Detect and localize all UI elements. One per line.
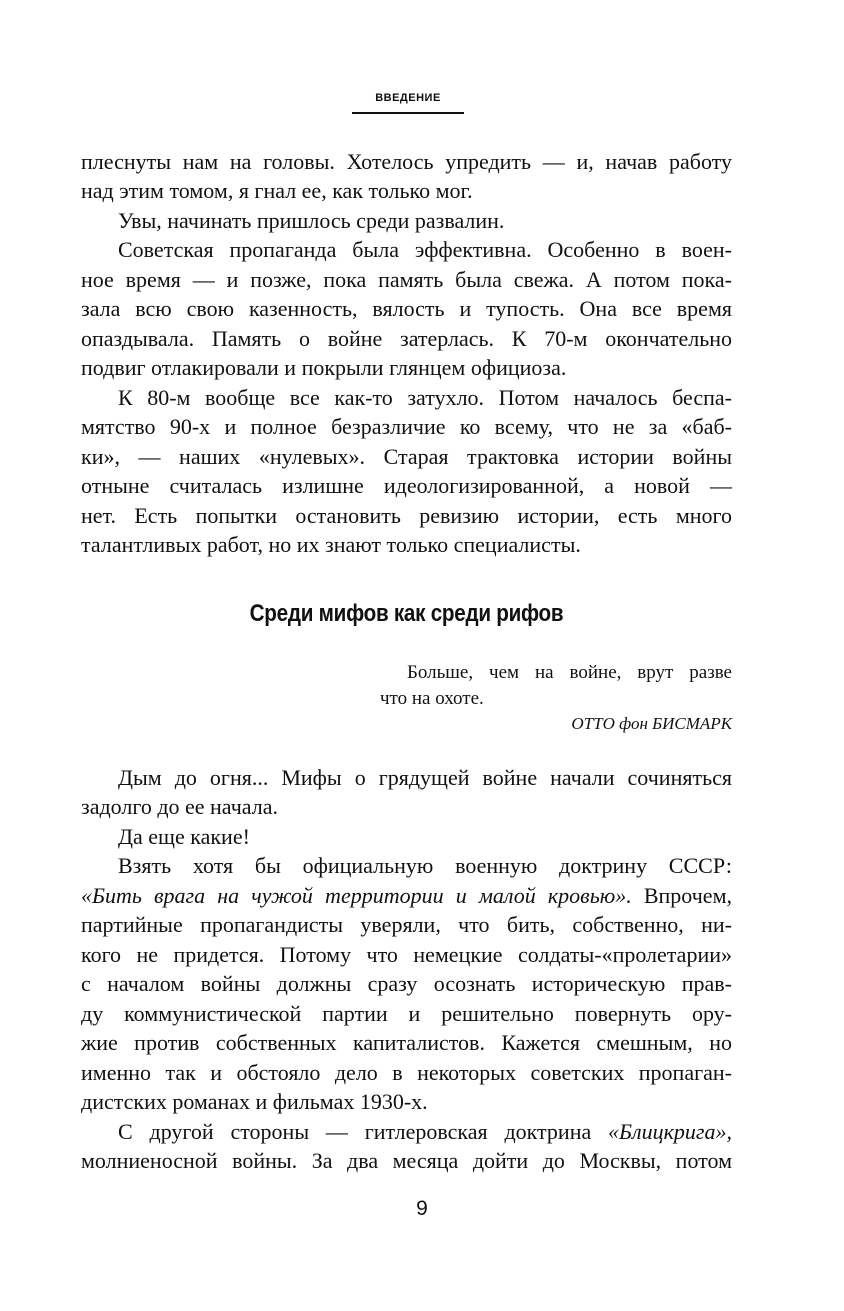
text-line: партийные пропагандисты уверяли, что бить, собственно, ни-: [81, 912, 732, 937]
text-line: Взять хотя бы официальную военную доктрину СССР:: [118, 853, 732, 878]
text-line: ное время — и позже, пока память была свежа. А потом пока-: [81, 267, 732, 292]
text-line: Увы, начинать пришлось среди развалин.: [118, 208, 505, 233]
epigraph-author: ОТТО фон БИСМАРК: [571, 714, 732, 733]
text-line: К 80-м вообще все как-то затухло. Потом началось беспа-: [118, 385, 732, 410]
text-line: опаздывала. Память о войне затерлась. К 70-м окончательно: [81, 326, 732, 351]
text-line: Советская пропаганда была эффективна. Особенно в воен-: [118, 237, 732, 262]
text-line: талантливых работ, но их знают только специалисты.: [81, 532, 581, 557]
text-line: зала всю свою казенность, вялость и тупость. Она все время: [81, 296, 732, 321]
text-line: жие против собственных капиталистов. Кажется смешным, но: [81, 1030, 732, 1055]
text-line: задолго до ее начала.: [81, 794, 278, 819]
section-heading: Среди мифов как среди рифов: [249, 600, 564, 627]
text-line: плеснуты нам на головы. Хотелось упредить — и, начав работу: [81, 149, 732, 174]
text-line: с началом войны должны сразу осознать историческую прав-: [81, 971, 732, 996]
italic-term: «Блицкрига»,: [608, 1119, 732, 1144]
text-line: подвиг отлакировали и покрыли глянцем официоза.: [81, 355, 567, 380]
running-head-rule: [352, 112, 464, 114]
text-line: Дым до огня... Мифы о грядущей войне начали сочиняться: [118, 765, 732, 790]
text-line: отныне считалась излишне идеологизированной, а новой —: [81, 473, 732, 498]
text-line: нет. Есть попытки остановить ревизию истории, есть много: [81, 503, 732, 528]
epigraph-line: что на охоте.: [380, 688, 484, 709]
text-line: [118, 1117, 732, 1147]
text-line: ки», — наших «нулевых». Старая трактовка истории войны: [81, 444, 732, 469]
text-span: С другой стороны — гитлеровская доктрина: [118, 1119, 609, 1144]
epigraph-line: Больше, чем на войне, врут разве: [407, 662, 732, 683]
text-line: кого не придется. Потому что немецкие солдаты-«пролетарии»: [81, 942, 732, 967]
text-line: [81, 881, 732, 911]
page-number: 9: [416, 1197, 428, 1220]
italic-quote: «Бить врага на чужой территории и малой кровью».: [81, 883, 632, 908]
running-head: ВВЕДЕНИЕ: [375, 92, 441, 104]
text-line: над этим томом, я гнал ее, как только мог.: [81, 178, 473, 203]
text-line: дистских романах и фильмах 1930-х.: [81, 1089, 428, 1114]
text-span: Впрочем,: [631, 883, 732, 908]
text-line: именно так и обстояло дело в некоторых советских пропаган-: [81, 1060, 732, 1085]
text-line: молниеносной войны. За два месяца дойти до Москвы, потом: [81, 1148, 732, 1173]
text-line: ду коммунистической партии и решительно повернуть ору-: [81, 1001, 732, 1026]
text-line: Да еще какие!: [118, 824, 250, 849]
text-line: мятство 90-х и полное безразличие ко всему, что не за «баб-: [81, 414, 732, 439]
